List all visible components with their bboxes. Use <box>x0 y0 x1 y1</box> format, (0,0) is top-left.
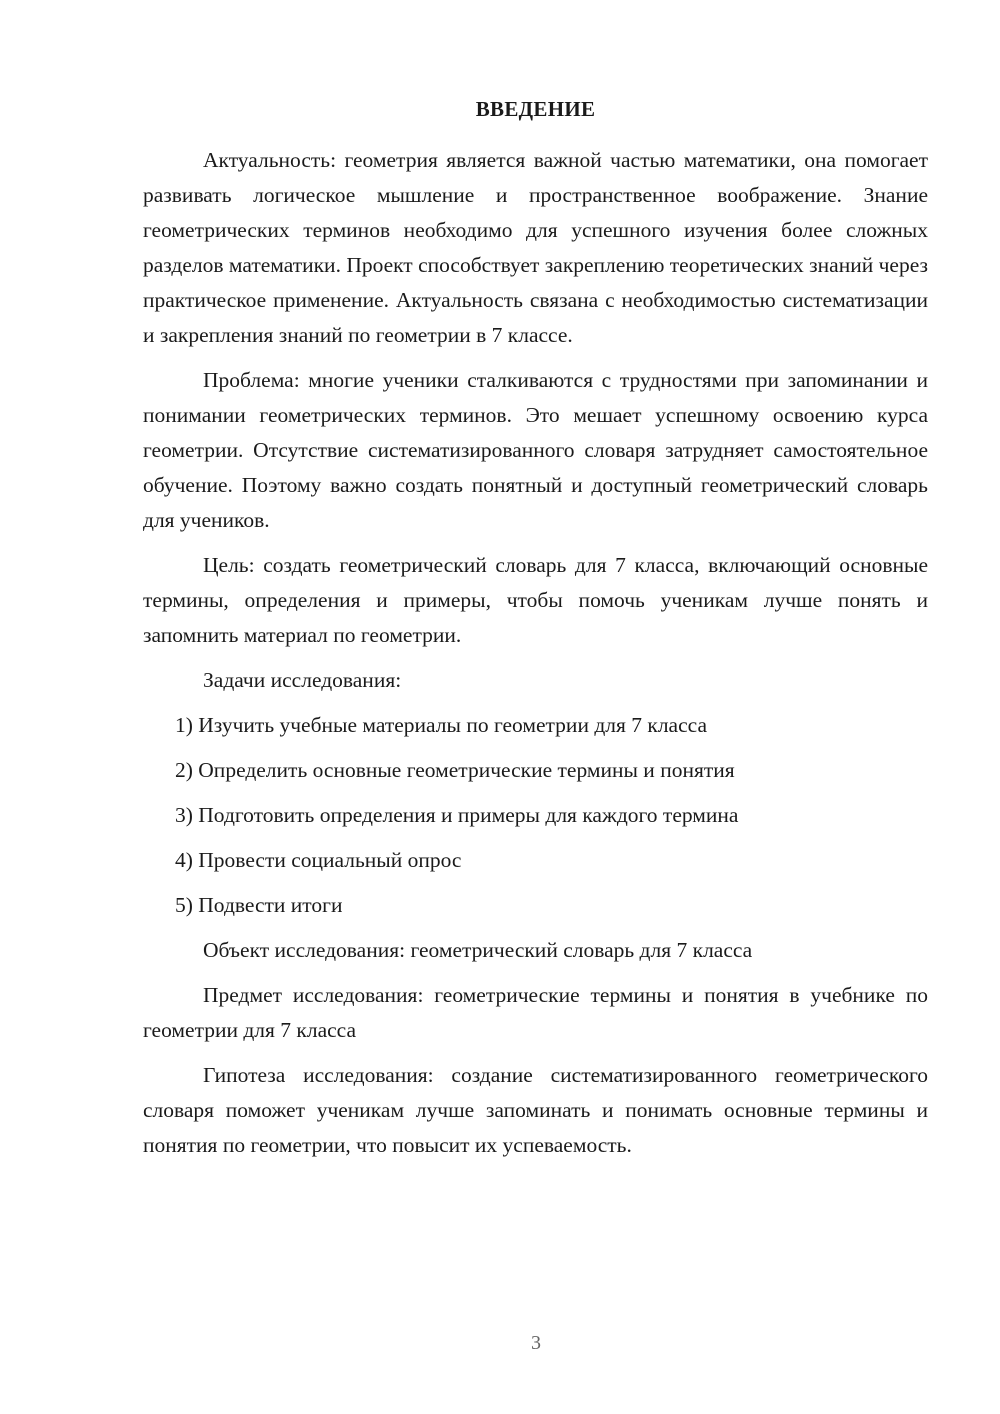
list-item-task-2: 2) Определить основные геометрические термины и понятия <box>175 758 735 782</box>
list-item-task-1: 1) Изучить учебные материалы по геометрии для 7 класса <box>175 713 707 737</box>
tasks-heading: Задачи исследования: <box>203 668 402 692</box>
paragraph-object: Объект исследования: геометрический словарь для 7 класса <box>203 938 753 962</box>
tasks-list <box>143 708 928 923</box>
paragraph-problem: Проблема: многие ученики сталкиваются с трудностями при запоминании и понимании геометрических терминов. Это мешает успешному освоению курса геометрии. Отсутствие систематизированного словаря затрудняет самостоятельное обучение. Поэтому важно создать понятный и доступный геометрический словарь для учеников. <box>143 368 928 532</box>
list-item-task-3: 3) Подготовить определения и примеры для каждого термина <box>175 803 739 827</box>
list-item-task-4: 4) Провести социальный опрос <box>175 848 462 872</box>
list-item-task-5: 5) Подвести итоги <box>175 893 343 917</box>
page-number: 3 <box>531 1332 541 1354</box>
paragraph-goal: Цель: создать геометрический словарь для 7 класса, включающий основные термины, определения и примеры, чтобы помочь ученикам лучше понять и запомнить материал по геометрии. <box>143 553 928 647</box>
paragraph-subject: Предмет исследования: геометрические термины и понятия в учебнике по геометрии для 7 класса <box>143 983 928 1042</box>
page-title: ВВЕДЕНИЕ <box>475 97 596 121</box>
paragraph-relevance: Актуальность: геометрия является важной частью математики, она помогает развивать логическое мышление и пространственное воображение. Знание геометрических терминов необходимо для успешного изучения более сложных разделов математики. Проект способствует закреплению теоретических знаний через практическое применение. Актуальность связана с необходимостью систематизации и закрепления знаний по геометрии в 7 классе. <box>143 148 929 347</box>
document-page <box>143 92 928 1173</box>
paragraph-hypothesis: Гипотеза исследования: создание систематизированного геометрического словаря поможет ученикам лучше запоминать и понимать основные термины и понятия по геометрии, что повысит их успеваемость. <box>143 1063 928 1157</box>
